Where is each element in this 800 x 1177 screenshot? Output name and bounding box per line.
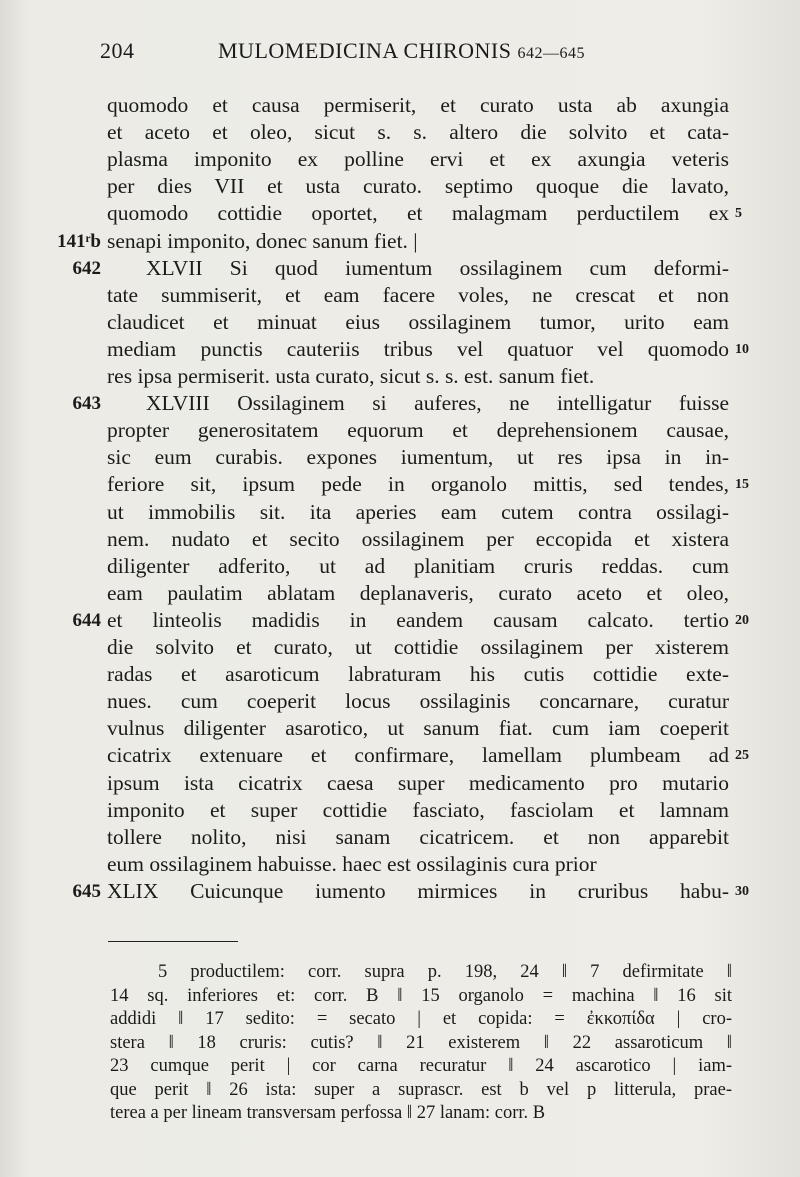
text-line <box>0 688 800 715</box>
line-text: vulnus diligenter asarotico, ut sanum fiat. cum iam coeperit <box>107 716 729 741</box>
text-line <box>0 282 800 309</box>
text-line <box>0 797 800 824</box>
line-text: XLIX Cuicunque iumento mirmices in cruribus habu- <box>107 878 729 903</box>
text-line <box>0 661 800 688</box>
page-number: 204 <box>100 38 135 63</box>
footnote-line: terea a per lineam transversam perfossa ‖ 27 lanam: corr. B <box>110 1103 546 1123</box>
footnote-line: 5 productilem: corr. supra p. 198, 24 ‖ 7 defirmitate ‖ <box>158 962 732 982</box>
text-line <box>0 634 800 661</box>
text-line <box>0 824 800 851</box>
line-text: et aceto et oleo, sicut s. s. altero die solvito et cata- <box>107 120 729 145</box>
text-line <box>0 444 800 471</box>
line-number: 5 <box>735 206 742 222</box>
line-text: XLVIII Ossilaginem si auferes, ne intelligatur fuisse <box>146 391 729 416</box>
line-text: res ipsa permiserit. usta curato, sicut s. s. est. sanum fiet. <box>107 364 595 388</box>
section-number: 141ʳb <box>57 230 101 252</box>
line-number: 25 <box>735 748 749 764</box>
line-text: et linteolis madidis in eandem causam calcato. tertio <box>107 607 729 632</box>
line-text: eam paulatim ablatam deplanaveris, curato aceto et oleo, <box>107 580 729 605</box>
text-line <box>0 770 800 797</box>
footnote-line: addidi ‖ 17 sedito: = secato | et copida: = ἐκκοπίδα | cro- <box>110 1009 732 1029</box>
line-text: cicatrix extenuare et confirmare, lamellam plumbeam ad <box>107 743 729 768</box>
critical-apparatus <box>110 961 732 1126</box>
footnote-line: que perit ‖ 26 ista: super a suprascr. est b vel p litterula, prae- <box>110 1079 732 1100</box>
line-text: radas et asaroticum labraturam his cutis cottidie exte- <box>107 662 729 687</box>
text-line <box>0 363 800 390</box>
text-line <box>0 715 800 742</box>
line-text: feriore sit, ipsum pede in organolo mittis, sed tendes, <box>107 472 729 497</box>
line-text: sic eum curabis. expones iumentum, ut res ipsa in in- <box>107 445 729 470</box>
text-line <box>0 607 800 634</box>
text-line <box>0 878 800 905</box>
text-line <box>0 173 800 200</box>
section-number: 643 <box>72 393 101 415</box>
text-line <box>0 336 800 363</box>
text-line <box>0 580 800 607</box>
footnote-rule <box>108 941 238 942</box>
line-text: ipsum ista cicatrix caesa super medicamento pro mutario <box>107 770 729 795</box>
text-line <box>0 499 800 526</box>
footnote-line: stera ‖ 18 cruris: cutis? ‖ 21 existerem ‖ 22 assaroticum ‖ <box>110 1032 732 1053</box>
running-title-main: MULOMEDICINA CHIRONIS <box>218 38 512 63</box>
running-head <box>100 38 740 72</box>
text-line <box>0 417 800 444</box>
text-line <box>0 255 800 282</box>
text-line <box>0 471 800 498</box>
section-number: 644 <box>72 609 101 631</box>
line-text: claudicet et minuat eius ossilaginem tumor, urito eam <box>107 309 729 334</box>
text-line <box>0 146 800 173</box>
line-number: 15 <box>735 477 749 493</box>
section-number: 645 <box>72 880 101 902</box>
line-text: quomodo cottidie oportet, et malagmam perductilem ex <box>107 201 729 226</box>
line-number: 20 <box>735 612 749 628</box>
text-line <box>0 92 800 119</box>
text-line <box>0 390 800 417</box>
text-line <box>0 228 800 255</box>
line-text: plasma imponito ex polline ervi et ex axungia veteris <box>107 147 729 172</box>
text-line <box>0 119 800 146</box>
line-text: diligenter adferito, ut ad planitiam cruris reddas. cum <box>107 553 729 578</box>
text-line <box>0 526 800 553</box>
text-line <box>0 553 800 580</box>
text-line <box>0 742 800 769</box>
line-text: propter generositatem equorum et deprehensionem causae, <box>107 418 729 443</box>
text-line <box>0 309 800 336</box>
line-text: tollere nolito, nisi sanam cicatricem. et non apparebit <box>107 824 729 849</box>
line-text: ut immobilis sit. ita aperies eam cutem contra ossilagi- <box>107 499 729 524</box>
line-number: 10 <box>735 341 749 357</box>
running-title-range: 642—645 <box>517 45 585 62</box>
line-text: nem. nudato et secito ossilaginem per eccopida et xistera <box>107 526 729 551</box>
line-text: tate summiserit, et eam facere voles, ne crescat et non <box>107 282 729 307</box>
text-line <box>0 200 800 227</box>
line-text: senapi imponito, donec sanum fiet. | <box>107 228 418 253</box>
footnote-line: 14 sq. inferiores et: corr. B ‖ 15 organolo = machina ‖ 16 sit <box>110 985 732 1006</box>
line-text: die solvito et curato, ut cottidie ossilaginem per xisterem <box>107 635 729 659</box>
footnote-line: 23 cumque perit | cor carna recuratur ‖ 24 ascarotico | iam- <box>110 1056 732 1076</box>
line-text: nues. cum coeperit locus ossilaginis concarnare, curatur <box>107 689 729 714</box>
line-text: XLVII Si quod iumentum ossilaginem cum deformi- <box>146 255 729 280</box>
line-text: quomodo et causa permiserit, et curato usta ab axungia <box>107 93 729 117</box>
line-text: imponito et super cottidie fasciato, fasciolam et lamnam <box>107 797 729 822</box>
line-number: 30 <box>735 883 749 899</box>
line-text: per dies VII et usta curato. septimo quoque die lavato, <box>107 174 729 199</box>
line-text: eum ossilaginem habuisse. haec est ossilaginis cura prior <box>107 851 597 876</box>
running-title <box>218 38 585 64</box>
section-number: 642 <box>72 257 101 279</box>
text-line <box>0 851 800 878</box>
line-text: mediam punctis cauteriis tribus vel quatuor vel quomodo <box>107 336 729 361</box>
